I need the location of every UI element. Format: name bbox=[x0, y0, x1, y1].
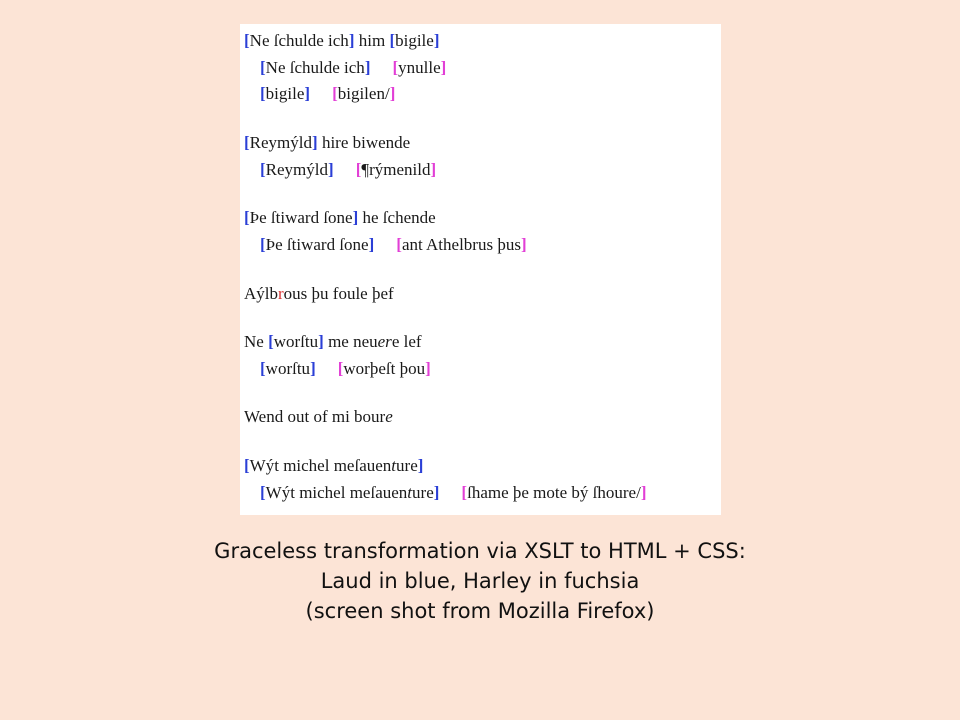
line-reymyld: [Reymýld] hire biwende bbox=[244, 133, 411, 152]
slide-caption bbox=[0, 536, 960, 626]
line-wyt-michel: [Wýt michel meſauenture] bbox=[244, 456, 424, 475]
variant-row: [Ne ſchulde ich] [ynulle] bbox=[260, 58, 447, 77]
laud-reading: Ne ſchulde ich bbox=[249, 31, 349, 50]
line-aylbrous: Aýlbrous þu foule þef bbox=[244, 284, 394, 303]
variant-row: [Wýt michel meſauenture] [ſhame þe mote bý ſhoure/] bbox=[260, 483, 647, 502]
laud-reading: bigile bbox=[395, 31, 434, 50]
line-wend-out: Wend out of mi boure bbox=[244, 407, 393, 426]
text-panel bbox=[240, 24, 721, 515]
line-ne-schulde: [Ne ſchulde ich] him [bigile] bbox=[244, 31, 440, 50]
variant-row: [Þe ſtiward ſone] [ant Athelbrus þus] bbox=[260, 235, 527, 254]
variant-row: [worſtu] [worþeſt þou] bbox=[260, 359, 431, 378]
variant-row: [Reymýld] [¶rýmenild] bbox=[260, 160, 437, 179]
caption-line-1: Graceless transformation via XSLT to HTML + CSS: bbox=[214, 539, 746, 563]
line-the-stiward: [Þe ſtiward ſone] he ſchende bbox=[244, 208, 436, 227]
variant-row: [bigile] [bigilen/] bbox=[260, 84, 396, 103]
line-ne-worstu: Ne [worſtu] me neuere lef bbox=[244, 332, 422, 351]
caption-line-2: Laud in blue, Harley in fuchsia bbox=[320, 569, 640, 593]
caption-line-3: (screen shot from Mozilla Firefox) bbox=[305, 599, 655, 623]
